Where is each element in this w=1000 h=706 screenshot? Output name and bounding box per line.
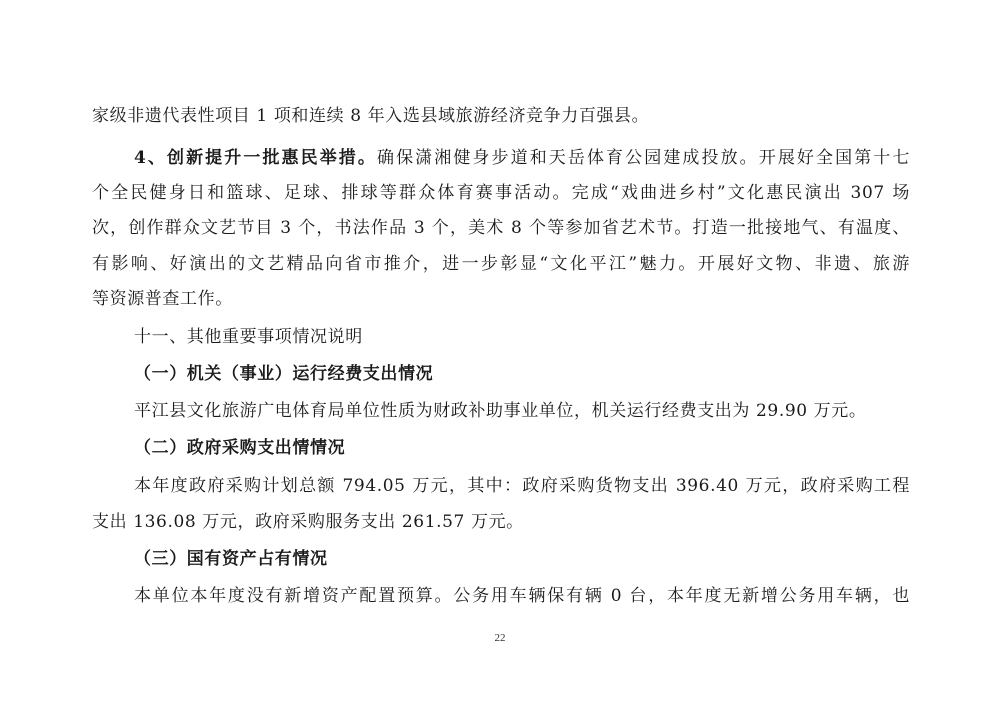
subsection-heading: （一）机关（事业）运行经费支出情况 [134,364,434,384]
section-heading: 十一、其他重要事项情况说明 [134,327,363,347]
paragraph-line: 平江县文化旅游广电体育局单位性质为财政补助事业单位，机关运行经费支出为 29.90 万元。 [134,401,867,421]
page-number: 22 [494,632,506,644]
paragraph-line: 本年度政府采购计划总额 794.05 万元，其中：政府采购货物支出 396.40 万元，政府采购工程 [134,476,910,496]
subsection-heading: （二）政府采购支出情情况 [134,438,346,458]
paragraph-line: 次，创作群众文艺节目 3 个，书法作品 3 个，美术 8 个等参加省艺术节。打造一批接地气、有温度、 [92,218,910,238]
paragraph-line: 本单位本年度没有新增资产配置预算。公务用车辆保有辆 0 台，本年度无新增公务用车辆，也 [134,586,910,606]
paragraph-line: 个全民健身日和篮球、足球、排球等群众体育赛事活动。完成“戏曲进乡村”文化惠民演出 307 场 [92,183,910,203]
paragraph-line [134,147,910,169]
subsection-heading: （三）国有资产占有情况 [134,549,328,569]
paragraph-text: 确保潇湘健身步道和天岳体育公园建成投放。开展好全国第十七 [376,148,910,168]
paragraph-lead-bold: 4、创新提升一批惠民举措。 [134,148,377,168]
paragraph-line: 支出 136.08 万元，政府采购服务支出 261.57 万元。 [92,512,524,532]
paragraph-line: 家级非遗代表性项目 1 项和连续 8 年入选县域旅游经济竞争力百强县。 [92,106,650,126]
paragraph-line: 等资源普查工作。 [92,289,233,309]
paragraph-line: 有影响、好演出的文艺精品向省市推介，进一步彰显“文化平江”魅力。开展好文物、非遗、旅游 [92,254,910,274]
